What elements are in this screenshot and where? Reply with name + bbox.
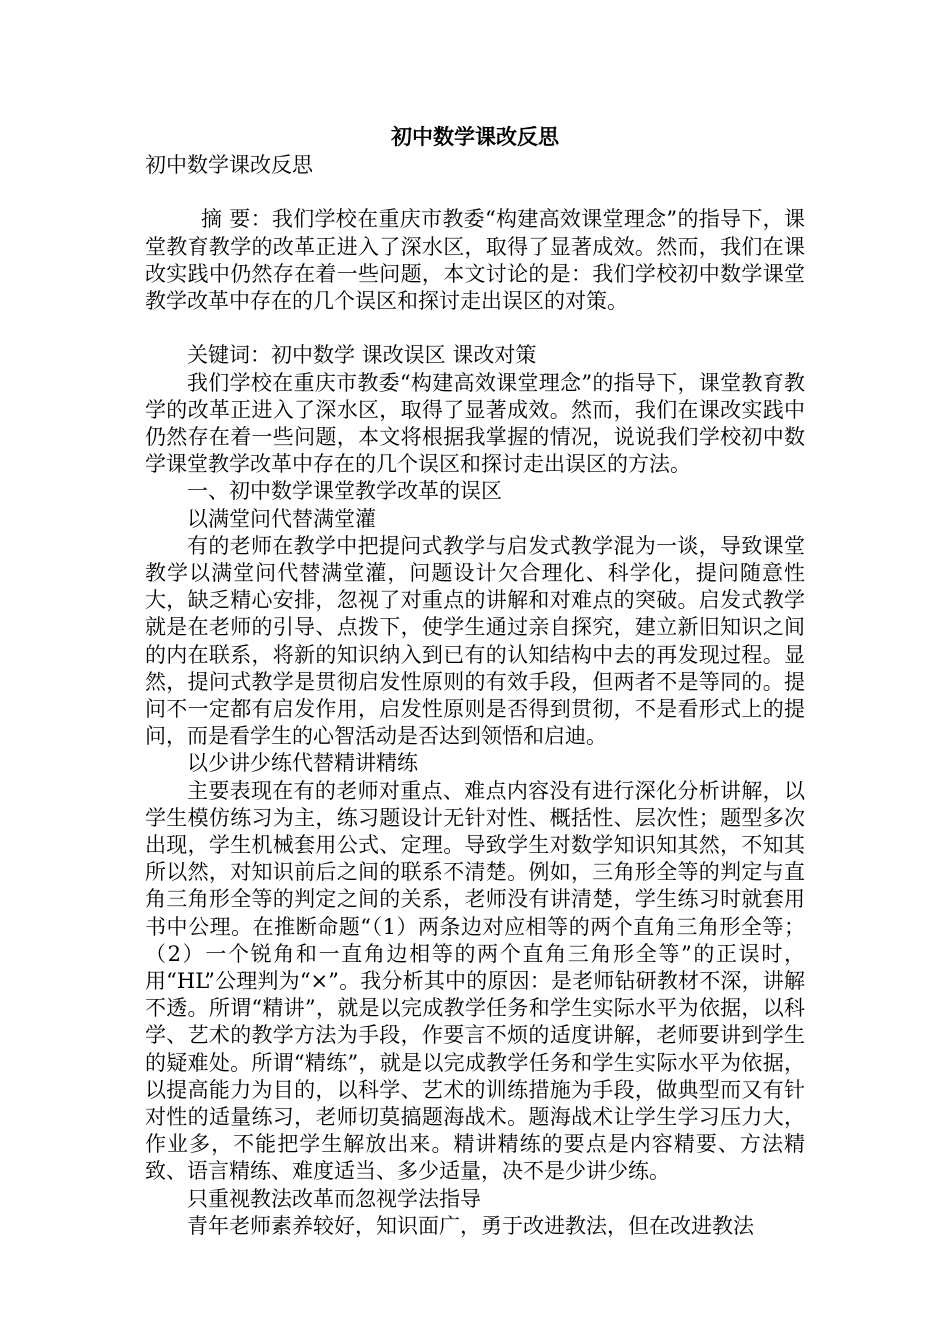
document-title: 初中数学课改反思 (391, 124, 559, 149)
document-subtitle: 初中数学课改反思 (145, 153, 313, 177)
section-heading: 一、初中数学课堂教学改革的误区 (187, 479, 502, 504)
body-paragraph: 主要表现在有的老师对重点、难点内容没有进行深化分析讲解，以学生模仿练习为主，练习题设计无针对性、概括性、层次性；题型多次出现，学生机械套用公式、定理。导致学生对数学知识知其然，不知其所以然，对知识前后之间的联系不清楚。例如，三角形全等的判定与直角三角形全等的判定之间的关系，老师没有讲清楚，学生练习时就套用书中公理。在推断命题“（1）两条边对应相等的两个直角三角形全等；（2）一个锐角和一直角边相等的两个直角三角形全等”的正误时，用“HL”公理判为“×”。我分析其中的原因：是老师钻研教材不深，讲解不透。所谓“精讲”，就是以完成教学任务和学生实际水平为依据，以科学、艺术的教学方法为手段，作要言不烦的适度讲解，老师要讲到学生的疑难处。所谓“精练”，就是以完成教学任务和学生实际水平为依据，以提高能力为目的，以科学、艺术的训练措施为手段，做典型而又有针对性的适量练习，老师切莫搞题海战术。题海战术让学生学习压力大，作业多，不能把学生解放出来。精讲精练的要点是内容精要、方法精致、语言精练、难度适当、多少适量，决不是少讲少练。 (145, 778, 805, 1184)
blank-line (145, 315, 805, 342)
subsection-heading: 以少讲少练代替精讲精练 (187, 751, 418, 776)
intro-paragraph: 我们学校在重庆市教委“构建高效课堂理念”的指导下，课堂教育教学的改革正进入了深水区，取得了显著成效。然而，我们在课改实践中仍然存在着一些问题，本文将根据我掌握的情况，说说我们学校初中数学课堂教学改革中存在的几个误区和探讨走出误区的方法。 (145, 370, 805, 477)
blank-line (145, 179, 805, 206)
body-paragraph: 青年老师素养较好，知识面广，勇于改进教法，但在改进教法 (187, 1213, 754, 1238)
abstract-paragraph: 摘 要：我们学校在重庆市教委“构建高效课堂理念”的指导下，课堂教育教学的改革正进入了深水区，取得了显著成效。然而，我们在课改实践中仍然存在着一些问题，本文讨论的是：我们学校初中数学课堂教学改革中存在的几个误区和探讨走出误区的对策。 (145, 207, 805, 313)
document-page (145, 122, 805, 1240)
subsection-heading: 以满堂问代替满堂灌 (187, 506, 376, 531)
body-paragraph: 有的老师在教学中把提问式教学与启发式教学混为一谈，导致课堂教学以满堂问代替满堂灌，问题设计欠合理化、科学化，提问随意性大，缺乏精心安排，忽视了对重点的讲解和对难点的突破。启发式教学就是在老师的引导、点拨下，使学生通过亲自探究，建立新旧知识之间的内在联系，将新的知识纳入到已有的认知结构中去的再发现过程。显然，提问式教学是贯彻启发性原则的有效手段，但两者不是等同的。提问不一定都有启发作用，启发性原则是否得到贯彻，不是看形式上的提问，而是看学生的心智活动是否达到领悟和启迪。 (145, 533, 805, 749)
subsection-heading: 只重视教法改革而忽视学法指导 (187, 1186, 481, 1211)
keywords-line: 关键词：初中数学 课改误区 课改对策 (187, 343, 537, 368)
